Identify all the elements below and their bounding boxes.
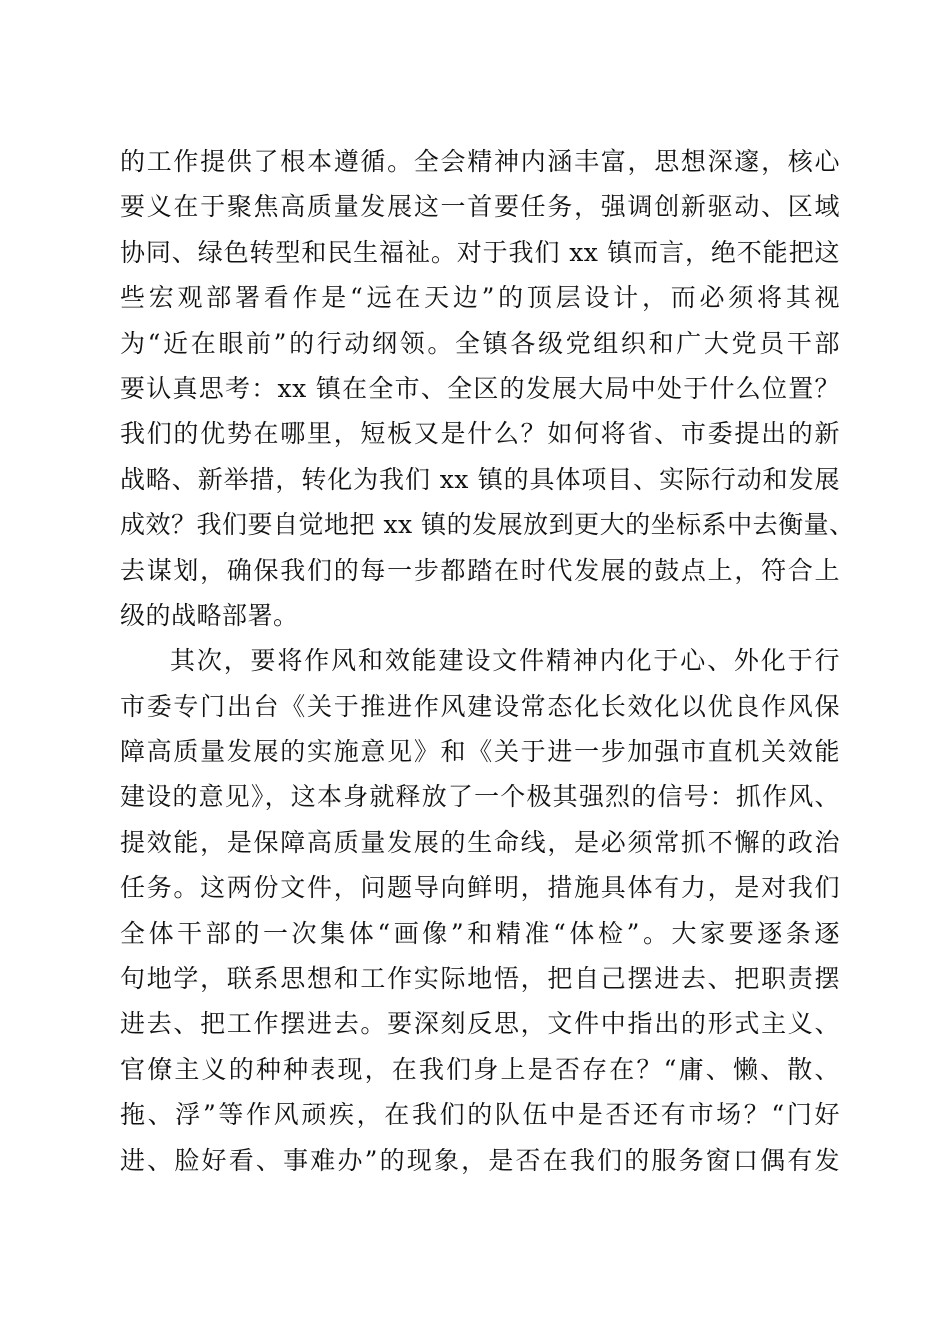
text-line: 提效能，是保障高质量发展的生命线，是必须常抓不懈的政治 <box>120 827 840 857</box>
text-line: 级的战略部署。 <box>120 600 299 630</box>
text-line: 为“近在眼前”的行动纲领。全镇各级党组织和广大党员干部 <box>120 328 840 358</box>
text-line: 市委专门出台《关于推进作风建设常态化长效化以优良作风保 <box>120 691 840 721</box>
text-line: 句地学，联系思想和工作实际地悟，把自己摆进去、把职责摆 <box>120 964 840 994</box>
text-line: 些宏观部署看作是“远在天边”的顶层设计，而必须将其视 <box>120 283 840 313</box>
text-line: 要认真思考：xx 镇在全市、全区的发展大局中处于什么位置？ <box>120 373 840 403</box>
text-line: 成效？我们要自觉地把 xx 镇的发展放到更大的坐标系中去衡量、 <box>120 510 855 540</box>
text-line: 官僚主义的种种表现，在我们身上是否存在？“庸、懒、散、 <box>120 1054 840 1084</box>
text-line: 去谋划，确保我们的每一步都踏在时代发展的鼓点上，符合上 <box>120 555 840 585</box>
text-line: 建设的意见》，这本身就释放了一个极其强烈的信号：抓作风、 <box>120 782 840 812</box>
text-line: 我们的优势在哪里，短板又是什么？如何将省、市委提出的新 <box>120 419 840 449</box>
text-line: 协同、绿色转型和民生福祉。对于我们 xx 镇而言，绝不能把这 <box>120 237 840 267</box>
text-line: 进去、把工作摆进去。要深刻反思，文件中指出的形式主义、 <box>120 1009 840 1039</box>
text-line: 障高质量发展的实施意见》和《关于进一步加强市直机关效能 <box>120 737 840 767</box>
body-text <box>120 139 855 1183</box>
text-line: 任务。这两份文件，问题导向鲜明，措施具体有力，是对我们 <box>120 873 840 903</box>
text-line: 进、脸好看、事难办”的现象，是否在我们的服务窗口偶有发 <box>120 1145 840 1175</box>
text-line: 其次，要将作风和效能建设文件精神内化于心、外化于行 <box>170 646 840 676</box>
text-line: 拖、浮”等作风顽疾，在我们的队伍中是否还有市场？“门好 <box>120 1100 840 1130</box>
text-line: 要义在于聚焦高质量发展这一首要任务，强调创新驱动、区域 <box>120 192 840 222</box>
text-line: 战略、新举措，转化为我们 xx 镇的具体项目、实际行动和发展 <box>120 464 840 494</box>
text-line: 的工作提供了根本遵循。全会精神内涵丰富，思想深邃，核心 <box>120 147 840 176</box>
text-line: 全体干部的一次集体“画像”和精准“体检”。大家要逐条逐 <box>120 918 840 948</box>
